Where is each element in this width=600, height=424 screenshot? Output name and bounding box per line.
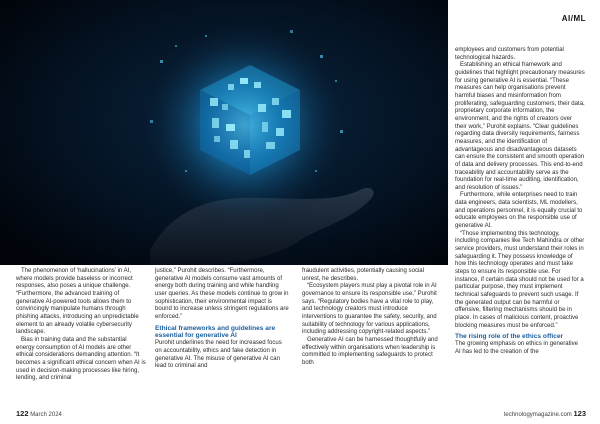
paragraph: Bias in training data and the substantial energy consumption of AI models are other ethical considerations demanding attention. “It becomes a significant ethical concern when AI is used in decision-making processes like hiring, lending, and criminal: [16, 336, 146, 382]
paragraph: fraudulent activities, potentially causing social unrest, he describes.: [302, 268, 425, 282]
subheading: The rising role of the ethics officer: [455, 333, 564, 341]
subheading: Ethical frameworks and guidelines are essential for generative AI: [155, 324, 276, 340]
article-column-4: [455, 47, 585, 356]
page-number: 123: [573, 409, 586, 418]
paragraph: Furthermore, while enterprises need to train data engineers, data scientists, ML modellers, and operations personnel, it is equally crucial to educate employees on the responsible use of generative AI.: [455, 192, 583, 230]
page-number: 122: [16, 409, 29, 418]
paragraph: employees and customers from potential technological hazards.: [455, 47, 564, 61]
paragraph: “Those implementing this technology, including companies like Tech Mahindra or other service providers, must understand their roles in safeguarding it. They possess knowledge of how this technology operates and must take steps to ensure its responsible use. For instance, if certain data should not be used for a particular purpose, they must implement technical safeguards to prevent such usage. If the generated output can be harmful or offensive, filtering mechanisms should be in place. In cases of malicious content, proactive blocking measures must be enforced.”: [455, 230, 585, 329]
paragraph: Purohit underlines the need for increased focus on accountability, ethics and fake detection in generative AI. The misuse of generative AI can lead to criminal and: [155, 340, 282, 370]
site-url[interactable]: technologymagazine.com: [503, 412, 572, 418]
paragraph: The growing emphasis on ethics in generative AI has led to the creation of the: [455, 341, 579, 355]
article-column-1: [16, 268, 146, 383]
footer-left: [16, 409, 62, 418]
paragraph: The phenomenon of ‘hallucinations’ in AI, where models provide baseless or incorrect responses, also poses a unique challenge. “Furthermore, the advanced training of generative AI-powered tools allows them to convincingly manipulate humans through phishing attacks, introducing an unpredictable element to an already volatile cybersecurity landscape.: [16, 268, 139, 336]
hero-image: [0, 0, 448, 265]
section-tag: AI/ML: [561, 14, 586, 23]
paragraph: Establishing an ethical framework and guidelines that highlight precautionary measures for using generative AI is essential. “These measures can help organisations prevent harmful biases and misinformation from proliferating, safeguarding customers, their data, proprietary corporate information, the environment, and the rights of creators over their work,” Purohit explains. “Clear guidelines regarding data diversity requirements, fairness measures, and the identification of advantageous and disadvantageous datasets can ensure the consistent and smooth operation of data and delivery processes. This end-to-end traceability and accountability serve as the foundation for real-time auditing, identification, and resolution of issues.”: [455, 62, 585, 191]
paragraph: “Ecosystem players must play a pivotal role in AI governance to ensure its responsible use,” Purohit says. “Regulatory bodies have a vital role to play, and technology creators must introduce interventions to guarantee the safety, security, and suitability of technology for various applications, including addressing copyright-related aspects.”: [302, 283, 437, 336]
ai-data-cube-hand-illustration: [0, 0, 448, 265]
footer-right: [504, 409, 586, 418]
paragraph: justice,” Purohit describes. “Furthermore, generative AI models consume vast amounts of energy both during training and while handling user queries. As these models continue to grow in sophistication, their environmental impact is bound to increase unless stringent regulations are enforced.”: [155, 268, 289, 320]
article-column-3: [302, 268, 439, 368]
issue-date: March 2024: [30, 412, 62, 418]
paragraph: Generative AI can be harnessed thoughtfully and effectively within organisations when leadership is committed to implementing safeguards to protect both: [302, 336, 438, 366]
article-column-2: [155, 268, 290, 371]
